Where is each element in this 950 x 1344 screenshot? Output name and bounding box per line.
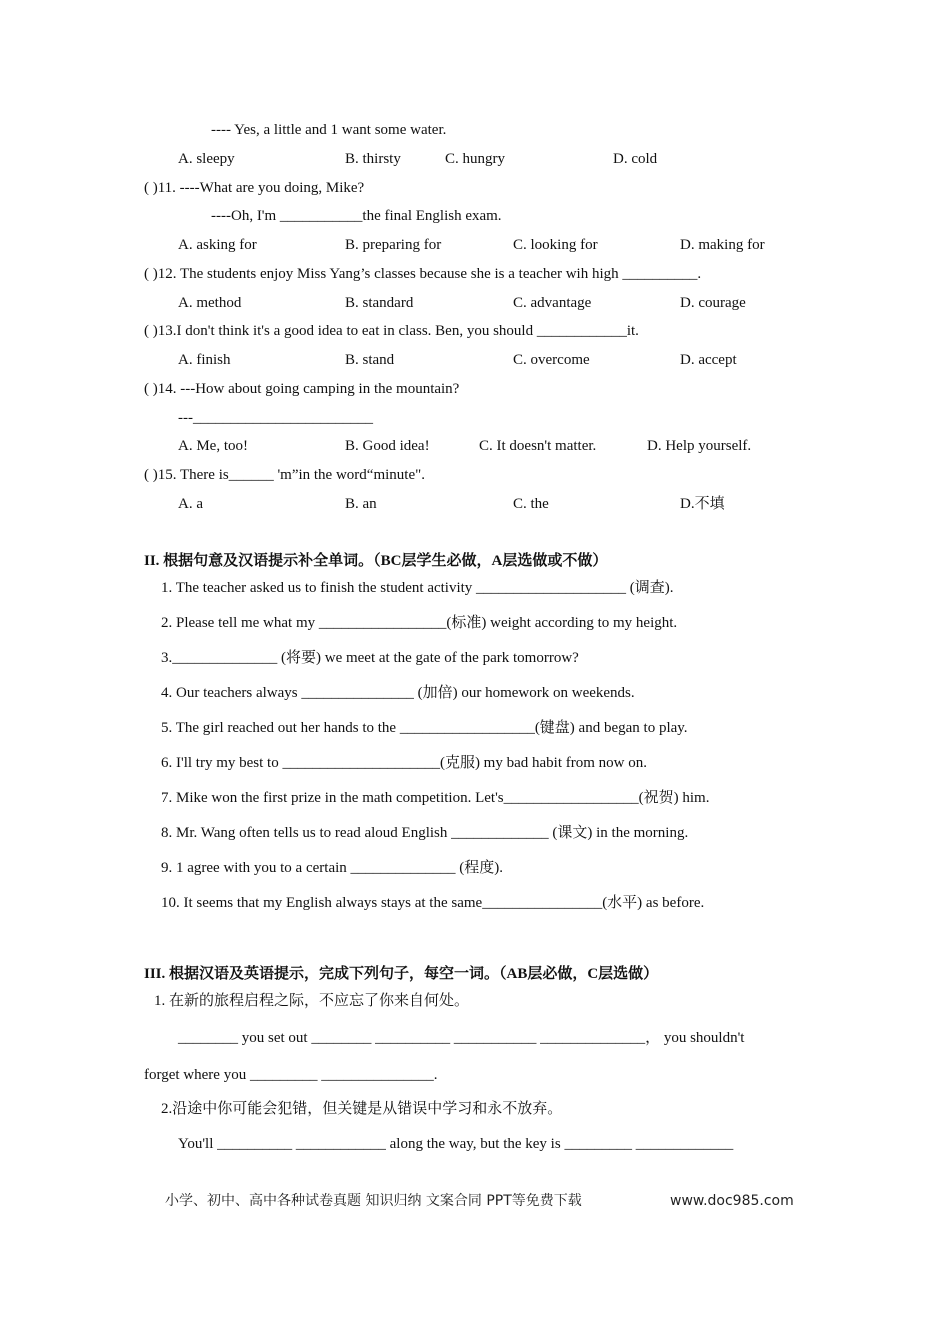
- q13-option-c: C. overcome: [513, 352, 590, 368]
- q14-stem: ( )14. ---How about going camping in the mountain?: [144, 381, 460, 397]
- q13-option-b: B. stand: [345, 352, 395, 368]
- q10-answer-line: ---- Yes, a little and 1 want some water.: [211, 122, 447, 138]
- q12-stem: ( )12. The students enjoy Miss Yang’s classes because she is a teacher wih high __________.: [144, 266, 702, 282]
- q12-option-b: B. standard: [345, 295, 414, 311]
- q11-line2: ----Oh, I'm ___________the final English exam.: [211, 208, 502, 224]
- section2-item: 2. Please tell me what my _________________(标准) weight according to my height.: [161, 615, 678, 631]
- q12-option-a: A. method: [178, 295, 242, 311]
- q15-option-a: A. a: [178, 496, 203, 512]
- q15-stem: ( )15. There is______ 'm”in the word“minute".: [144, 467, 425, 483]
- section2-item: 3.______________ (将要) we meet at the gate of the park tomorrow?: [161, 650, 579, 666]
- section2-item: 4. Our teachers always _______________ (加倍) our homework on weekends.: [161, 685, 635, 701]
- q15-option-b: B. an: [345, 496, 377, 512]
- q11-option-d: D. making for: [680, 237, 765, 253]
- q14-option-c: C. It doesn't matter.: [479, 438, 597, 454]
- q10-option-c: C. hungry: [445, 151, 505, 167]
- footer-text: 小学、初中、高中各种试卷真题 知识归纳 文案合同 PPT等免费下载: [165, 1193, 582, 1209]
- q13-option-a: A. finish: [178, 352, 231, 368]
- section2-item: 9. 1 agree with you to a certain ______________ (程度).: [161, 860, 504, 876]
- q11-stem: ( )11. ----What are you doing, Mike?: [144, 180, 365, 196]
- q12-option-d: D. courage: [680, 295, 746, 311]
- section3-q1-english-line2: forget where you _________ _______________.: [144, 1067, 438, 1083]
- q14-option-b: B. Good idea!: [345, 438, 430, 454]
- q15-option-d: D.不填: [680, 496, 725, 512]
- section3-q2-english-line1: You'll __________ ____________ along the way, but the key is _________ _____________: [178, 1136, 734, 1152]
- section3-q1-english-line1: ________ you set out ________ __________ ___________ ______________， you shouldn't: [178, 1030, 745, 1046]
- q10-option-b: B. thirsty: [345, 151, 401, 167]
- q11-option-b: B. preparing for: [345, 237, 442, 253]
- section2-item: 5. The girl reached out her hands to the __________________(键盘) and began to play.: [161, 720, 688, 736]
- section2-item: 7. Mike won the first prize in the math competition. Let's__________________(祝贺) him.: [161, 790, 710, 806]
- section3-heading: III. 根据汉语及英语提示，完成下列句子，每空一词。（AB层必做，C层选做）: [144, 966, 659, 982]
- q14-option-a: A. Me, too!: [178, 438, 248, 454]
- q14-line2: ---________________________: [178, 410, 373, 426]
- section3-q2-chinese: 2.沿途中你可能会犯错，但关键是从错误中学习和永不放弃。: [161, 1101, 563, 1117]
- section2-item: 10. It seems that my English always stays at the same________________(水平) as before.: [161, 895, 705, 911]
- section2-heading: II. 根据句意及汉语提示补全单词。（BC层学生必做，A层选做或不做）: [144, 553, 608, 569]
- section3-q1-chinese: 1. 在新的旅程启程之际，不应忘了你来自何处。: [154, 993, 470, 1009]
- q13-option-d: D. accept: [680, 352, 737, 368]
- section2-item: 1. The teacher asked us to finish the student activity ____________________ (调查).: [161, 580, 674, 596]
- q10-option-d: D. cold: [613, 151, 658, 167]
- q15-option-c: C. the: [513, 496, 549, 512]
- q10-option-a: A. sleepy: [178, 151, 235, 167]
- footer-url[interactable]: www.doc985.com: [670, 1193, 794, 1209]
- q12-option-c: C. advantage: [513, 295, 592, 311]
- q11-option-c: C. looking for: [513, 237, 598, 253]
- q11-option-a: A. asking for: [178, 237, 257, 253]
- q13-stem: ( )13.I don't think it's a good idea to eat in class. Ben, you should ____________it.: [144, 323, 639, 339]
- section2-item: 6. I'll try my best to _____________________(克服) my bad habit from now on.: [161, 755, 647, 771]
- q14-option-d: D. Help yourself.: [647, 438, 752, 454]
- section2-item: 8. Mr. Wang often tells us to read aloud English _____________ (课文) in the morning.: [161, 825, 689, 841]
